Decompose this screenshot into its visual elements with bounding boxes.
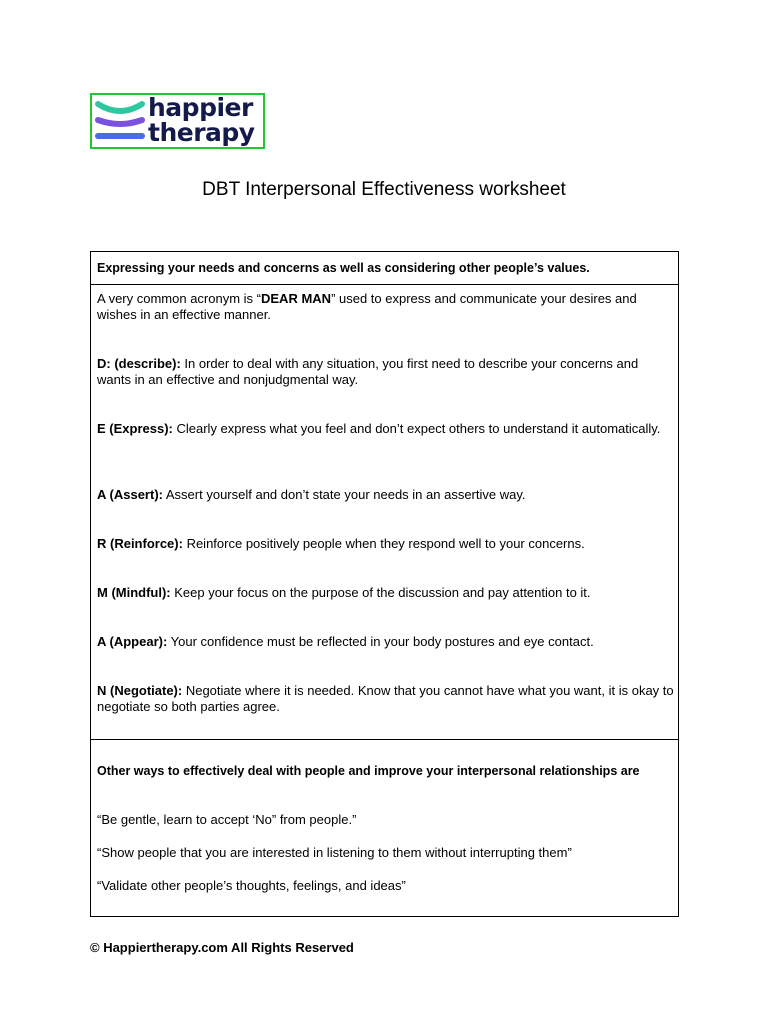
logo-line1: happier xyxy=(148,93,253,122)
copyright-footer: © Happiertherapy.com All Rights Reserved xyxy=(90,940,354,955)
worksheet-table xyxy=(90,251,679,917)
quote-item: “Validate other people’s thoughts, feelings, and ideas” xyxy=(97,878,406,893)
list-item: A (Appear): Your confidence must be reflected in your body postures and eye contact. xyxy=(97,634,594,649)
logo-line2: therapy xyxy=(148,118,255,147)
intro-paragraph: A very common acronym is “DEAR MAN” used to express and communicate your desires and wishes in an effective manner. xyxy=(97,291,637,322)
list-item: R (Reinforce): Reinforce positively people when they respond well to your concerns. xyxy=(97,536,585,551)
list-item: A (Assert): Assert yourself and don’t state your needs in an assertive way. xyxy=(97,487,526,502)
logo-wordmark xyxy=(148,95,255,145)
quote-item: “Be gentle, learn to accept ‘No” from people.” xyxy=(97,812,357,827)
list-item: M (Mindful): Keep your focus on the purpose of the discussion and pay attention to it. xyxy=(97,585,591,600)
list-item: N (Negotiate): Negotiate where it is needed. Know that you cannot have what you want, it is okay to negotiate so both parties agree. xyxy=(97,683,674,714)
logo-waves-icon xyxy=(93,98,147,146)
list-item: E (Express): Clearly express what you feel and don’t expect others to understand it automatically. xyxy=(97,421,661,436)
table-header: Expressing your needs and concerns as well as considering other people’s values. xyxy=(97,261,590,275)
table-header-row xyxy=(91,252,678,285)
quote-item: “Show people that you are interested in listening to them without interrupting them” xyxy=(97,845,572,860)
other-heading: Other ways to effectively deal with people and improve your interpersonal relationships are xyxy=(97,764,640,778)
other-ways-section xyxy=(91,740,678,916)
list-item: D: (describe): In order to deal with any situation, you first need to describe your concerns and wants in an effective and nonjudgmental way. xyxy=(97,356,639,387)
dear-man-section xyxy=(91,285,678,740)
page-title: DBT Interpersonal Effectiveness worksheet xyxy=(202,179,566,200)
happier-therapy-logo xyxy=(90,93,265,149)
